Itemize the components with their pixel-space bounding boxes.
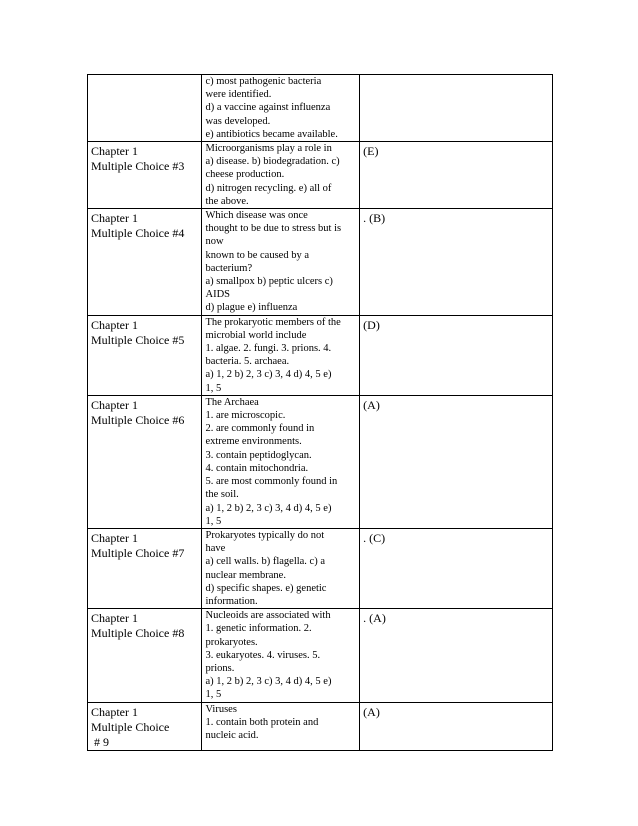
- table-row: [88, 609, 553, 702]
- question-line: d) a vaccine against influenza: [205, 102, 331, 114]
- table-row: [88, 315, 553, 395]
- question-line: prions.: [205, 662, 235, 674]
- question-line: 2. are commonly found in: [205, 423, 315, 435]
- question-line: The Archaea: [205, 396, 259, 408]
- question-line: known to be caused by a: [205, 249, 309, 261]
- question-cell: [202, 315, 360, 395]
- question-table-body: [88, 75, 553, 751]
- chapter-label: Chapter 1: [91, 211, 138, 226]
- question-line: were identified.: [205, 89, 272, 101]
- question-number-label: Multiple Choice # 9: [91, 719, 170, 749]
- question-cell: [202, 395, 360, 528]
- question-number-label: Multiple Choice #6: [91, 412, 185, 427]
- question-cell: [202, 528, 360, 608]
- question-line: prokaryotes.: [205, 636, 258, 648]
- table-row: [88, 528, 553, 608]
- question-line: have: [205, 543, 226, 555]
- question-line: cheese production.: [205, 169, 285, 181]
- question-line: AIDS: [205, 289, 230, 301]
- question-line: c) most pathogenic bacteria: [205, 76, 322, 87]
- question-line: Microorganisms play a role in: [205, 143, 332, 155]
- question-line: d) plague e) influenza: [205, 302, 298, 314]
- question-line: 1, 5: [205, 515, 222, 527]
- question-line: a) disease. b) biodegradation. c): [205, 156, 340, 168]
- answer-cell: (E): [360, 142, 553, 209]
- table-row: [88, 209, 553, 316]
- question-line: 1. genetic information. 2.: [205, 623, 312, 635]
- chapter-cell: [88, 142, 202, 209]
- answer-cell: (A): [360, 702, 553, 750]
- answer-cell: [360, 75, 553, 142]
- question-cell: [202, 609, 360, 702]
- question-line: Prokaryotes typically do not: [205, 529, 325, 541]
- question-line: Which disease was once: [205, 210, 308, 222]
- question-line: now: [205, 236, 224, 248]
- question-line: a) smallpox b) peptic ulcers c): [205, 276, 333, 288]
- question-line: d) nitrogen recycling. e) all of: [205, 182, 332, 194]
- chapter-label: Chapter 1: [91, 317, 138, 332]
- question-line: nucleic acid.: [205, 729, 259, 741]
- question-line: nuclear membrane.: [205, 569, 286, 581]
- chapter-cell: [88, 395, 202, 528]
- chapter-label: Chapter 1: [91, 397, 138, 412]
- answer-cell: (A): [360, 395, 553, 528]
- chapter-label: Chapter 1: [91, 144, 138, 159]
- question-cell: [202, 142, 360, 209]
- chapter-cell: [88, 75, 202, 142]
- answer-cell: (D): [360, 315, 553, 395]
- question-line: thought to be due to stress but is: [205, 223, 342, 235]
- question-line: the soil.: [205, 489, 239, 501]
- question-number-label: Multiple Choice #8: [91, 626, 185, 641]
- question-line: 3. contain peptidoglycan.: [205, 449, 312, 461]
- question-line: Nucleoids are associated with: [205, 610, 331, 622]
- question-line: 4. contain mitochondria.: [205, 462, 309, 474]
- question-line: d) specific shapes. e) genetic: [205, 582, 327, 594]
- question-line: bacteria. 5. archaea.: [205, 356, 290, 368]
- table-row: [88, 142, 553, 209]
- chapter-cell: [88, 609, 202, 702]
- chapter-cell: [88, 528, 202, 608]
- question-line: a) 1, 2 b) 2, 3 c) 3, 4 d) 4, 5 e): [205, 676, 332, 688]
- question-line: 1. algae. 2. fungi. 3. prions. 4.: [205, 343, 332, 355]
- chapter-label: Chapter 1: [91, 704, 138, 719]
- question-line: microbial world include: [205, 329, 307, 341]
- question-line: extreme environments.: [205, 436, 302, 448]
- chapter-label: Chapter 1: [91, 530, 138, 545]
- question-line: a) 1, 2 b) 2, 3 c) 3, 4 d) 4, 5 e): [205, 502, 332, 514]
- question-line: Viruses: [205, 703, 237, 715]
- answer-cell: . (A): [360, 609, 553, 702]
- chapter-cell: [88, 702, 202, 750]
- question-line: a) cell walls. b) flagella. c) a: [205, 556, 326, 568]
- question-line: 1, 5: [205, 689, 222, 701]
- question-line: the above.: [205, 195, 249, 207]
- question-line: 1, 5: [205, 382, 222, 394]
- chapter-label: Chapter 1: [91, 611, 138, 626]
- question-line: 1. contain both protein and: [205, 716, 319, 728]
- question-line: information.: [205, 595, 258, 607]
- question-number-label: Multiple Choice #3: [91, 159, 185, 174]
- question-cell: [202, 702, 360, 750]
- question-cell: [202, 75, 360, 142]
- answer-cell: . (C): [360, 528, 553, 608]
- question-line: a) 1, 2 b) 2, 3 c) 3, 4 d) 4, 5 e): [205, 369, 332, 381]
- question-line: The prokaryotic members of the: [205, 316, 341, 328]
- table-row: [88, 75, 553, 142]
- answer-cell: . (B): [360, 209, 553, 316]
- table-row: [88, 702, 553, 750]
- question-line: was developed.: [205, 115, 271, 127]
- table-row: [88, 395, 553, 528]
- question-line: bacterium?: [205, 262, 253, 274]
- question-cell: [202, 209, 360, 316]
- question-line: 3. eukaryotes. 4. viruses. 5.: [205, 649, 321, 661]
- chapter-cell: [88, 209, 202, 316]
- question-line: 5. are most commonly found in: [205, 476, 338, 488]
- question-table: [87, 74, 553, 751]
- question-number-label: Multiple Choice #5: [91, 332, 185, 347]
- question-number-label: Multiple Choice #4: [91, 226, 185, 241]
- question-line: 1. are microscopic.: [205, 410, 286, 422]
- question-number-label: Multiple Choice #7: [91, 545, 185, 560]
- question-line: e) antibiotics became available.: [205, 128, 338, 140]
- chapter-cell: [88, 315, 202, 395]
